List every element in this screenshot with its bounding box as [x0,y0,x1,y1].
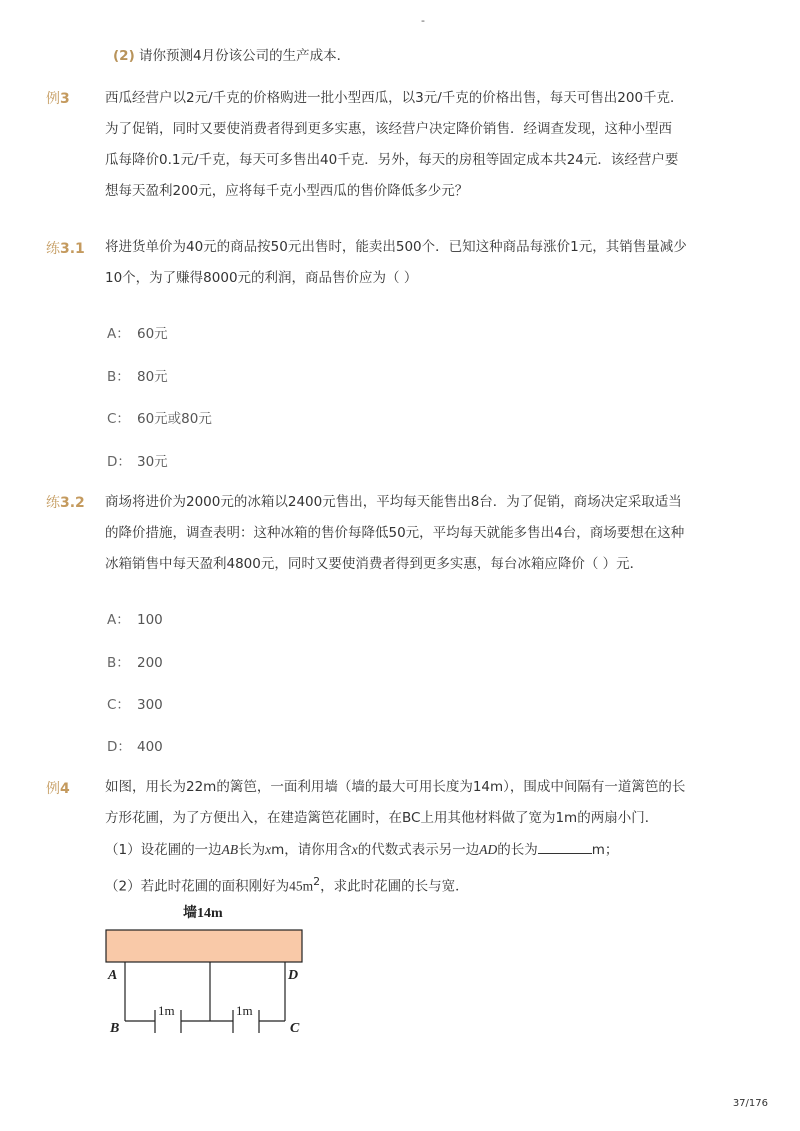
option-key: A： [107,612,130,628]
door-1-label: 1m [158,1003,175,1018]
example-3-line: 想每天盈利200元，应将每千克小型西瓜的售价降低多少元？ [105,183,469,199]
example-3-prefix: 例 [46,91,60,107]
page-number: 37/176 [732,1098,768,1109]
option-value: 200 [137,655,163,671]
option-key: D： [107,739,131,755]
practice-3-1-option-c[interactable] [107,407,212,427]
option-value: 30元 [137,454,168,470]
q1-text: （1）设花圃的一边 [105,842,222,858]
practice-3-2-prefix: 练 [46,495,60,511]
practice-3-1-label [46,238,85,258]
example-4-label [46,778,70,798]
practice-3-2-option-a[interactable] [107,608,163,628]
point-b: B [110,1021,120,1036]
q2-text: ，求此时花圃的长与宽． [320,878,469,895]
practice-3-2-line: 商场将进价为2000元的冰箱以2400元售出，平均每天能售出8台．为了促销，商场决定采取适当 [105,494,682,510]
point-a: A [108,968,118,983]
example-4-num: 4 [60,781,70,797]
sub-question-num: (2) [113,48,135,64]
option-value: 80元 [137,369,168,385]
practice-3-2-line: 冰箱销售中每天盈利4800元，同时又要使消费者得到更多实惠，每台冰箱应降价（ ）元． [105,556,644,572]
q1-var-ab: AB [221,842,239,857]
example-3-label [46,88,70,108]
practice-3-1-num: 3.1 [60,241,85,257]
option-key: D： [107,454,131,470]
header-mark: - [421,14,425,27]
example-4-line: 如图，用长为22m的篱笆，一面利用墙（墙的最大可用长度为14m），围成中间隔有一道篱笆的长 [105,779,686,795]
practice-3-2-body [105,487,717,580]
example-4-line: 方形花圃，为了方便出入，在建造篱笆花圃时，在BC上用其他材料做了宽为1m的两扇小门． [105,810,659,826]
example-4-prefix: 例 [46,781,60,797]
practice-3-1-option-d[interactable] [107,450,168,470]
option-key: A： [107,326,130,342]
practice-3-1-body [105,232,717,294]
example-3-line: 瓜每降价0.1元/千克，每天可多售出40千克．另外，每天的房租等固定成本共24元．该经营户要 [105,152,679,168]
q1-var-x: x [265,842,272,857]
q1-text: m，请你用含 [271,842,352,858]
practice-3-1-line: 将进货单价为40元的商品按50元出售时，能卖出500个．已知这种商品每涨价1元，其销售量减少 [105,239,687,255]
practice-3-2-label [46,492,85,512]
garden-figure [95,895,325,1045]
q1-text: 的长为 [497,842,538,858]
practice-3-1-prefix: 练 [46,241,60,257]
option-value: 400 [137,739,163,755]
practice-3-2-option-b[interactable] [107,651,163,671]
q1-var-ad: AD [479,842,498,857]
practice-3-2-option-d[interactable] [107,735,163,755]
sub-question-text: 请你预测4月份该公司的生产成本． [139,48,351,64]
wall-rect [106,930,302,962]
q1-var-x: x [351,842,358,857]
practice-3-2-line: 的降价措施，调查表明：这种冰箱的售价每降低50元，平均每天就能多售出4台，商场要想在这种 [105,525,685,541]
example-3-line: 为了促销，同时又要使消费者得到更多实惠，该经营户决定降价销售．经调查发现，这种小型西 [105,121,672,137]
option-key: C： [107,411,130,427]
q1-text: 的代数式表示另一边 [357,842,480,858]
option-key: B： [107,655,130,671]
wall-label: 墙14m [183,906,223,921]
sub-question-2 [113,41,350,72]
answer-blank[interactable] [538,841,592,854]
q2-area: 45m [289,878,314,894]
practice-3-1-line: 10个，为了赚得8000元的利润，商品售价应为（ ） [105,270,418,286]
q1-text: 长为 [238,842,266,858]
option-value: 60元 [137,326,168,342]
practice-3-1-option-b[interactable] [107,365,168,385]
example-4-q1 [105,834,745,866]
q1-text: m； [591,842,619,858]
example-4-body [105,772,745,903]
practice-3-2-num: 3.2 [60,495,85,511]
door-2-label: 1m [236,1003,253,1018]
option-value: 60元或80元 [137,411,212,427]
example-3-body [105,83,717,207]
point-c: C [290,1021,300,1036]
option-value: 100 [137,612,163,628]
practice-3-1-option-a[interactable] [107,322,168,342]
example-3-line: 西瓜经营户以2元/千克的价格购进一批小型西瓜，以3元/千克的价格出售，每天可售出200千克． [105,90,684,106]
example-3-num: 3 [60,91,70,107]
practice-3-2-option-c[interactable] [107,693,163,713]
q2-text: （2）若此时花圃的面积刚好为 [105,878,290,895]
point-d: D [288,968,299,983]
option-key: C： [107,697,130,713]
q2-exponent: 2 [313,875,321,888]
option-value: 300 [137,697,163,713]
option-key: B： [107,369,130,385]
